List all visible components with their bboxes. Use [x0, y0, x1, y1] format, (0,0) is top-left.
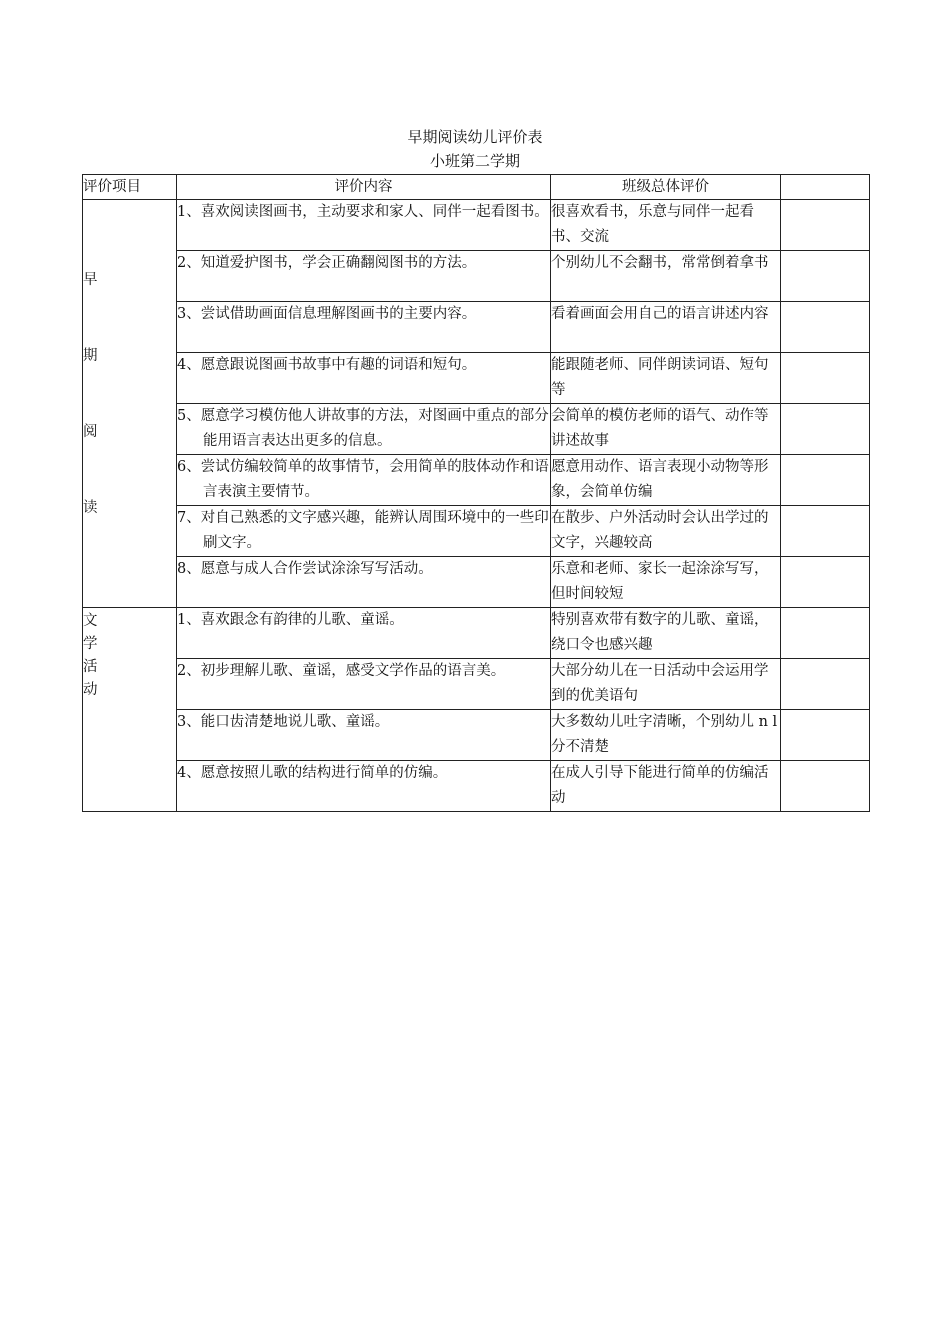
evaluation-cell: 特别喜欢带有数字的儿歌、童谣，绕口令也感兴趣 — [551, 608, 781, 659]
content-text: 1、喜欢阅读图画书，主动要求和家人、同伴一起看图书。 — [177, 204, 549, 220]
extra-cell — [781, 404, 870, 455]
extra-cell — [781, 608, 870, 659]
extra-cell — [781, 659, 870, 710]
evaluation-cell: 大多数幼儿吐字清晰，个别幼儿 n l 分不清楚 — [551, 710, 781, 761]
table-row — [83, 455, 870, 506]
evaluation-cell: 在散步、户外活动时会认出学过的文字，兴趣较高 — [551, 506, 781, 557]
content-cell — [177, 302, 551, 353]
content-cell — [177, 404, 551, 455]
content-text: 2、初步理解儿歌、童谣，感受文学作品的语言美。 — [177, 663, 506, 679]
category-literature-activity — [83, 608, 177, 812]
category-char: 动 — [83, 682, 98, 698]
category-char: 期 — [83, 348, 98, 364]
extra-cell — [781, 353, 870, 404]
table-row — [83, 251, 870, 302]
evaluation-cell: 很喜欢看书，乐意与同伴一起看书、交流 — [551, 200, 781, 251]
category-char: 文 — [83, 613, 98, 629]
extra-cell — [781, 761, 870, 812]
content-cell — [177, 659, 551, 710]
content-cell — [177, 353, 551, 404]
content-text: 3、能口齿清楚地说儿歌、童谣。 — [177, 714, 390, 730]
extra-cell — [781, 251, 870, 302]
evaluation-table — [82, 174, 870, 812]
category-char: 阅 — [83, 424, 98, 440]
category-char: 读 — [83, 500, 98, 516]
content-text: 7、对自己熟悉的文字感兴趣，能辨认周围环境中的一些印刷文字。 — [177, 510, 549, 551]
content-text: 4、愿意按照儿歌的结构进行简单的仿编。 — [177, 765, 448, 781]
table-row — [83, 557, 870, 608]
category-char: 早 — [83, 272, 98, 288]
content-text: 2、知道爱护图书，学会正确翻阅图书的方法。 — [177, 255, 477, 271]
content-text: 8、愿意与成人合作尝试涂涂写写活动。 — [177, 561, 433, 577]
evaluation-cell: 愿意用动作、语言表现小动物等形象，会简单仿编 — [551, 455, 781, 506]
table-row — [83, 404, 870, 455]
extra-cell — [781, 557, 870, 608]
evaluation-cell: 乐意和老师、家长一起涂涂写写，但时间较短 — [551, 557, 781, 608]
table-header-row — [83, 175, 870, 200]
evaluation-cell: 会简单的模仿老师的语气、动作等讲述故事 — [551, 404, 781, 455]
content-text: 3、尝试借助画面信息理解图画书的主要内容。 — [177, 306, 477, 322]
content-text: 6、尝试仿编较简单的故事情节，会用简单的肢体动作和语言表演主要情节。 — [177, 459, 549, 500]
table-row — [83, 353, 870, 404]
content-cell — [177, 251, 551, 302]
evaluation-cell: 在成人引导下能进行简单的仿编活动 — [551, 761, 781, 812]
content-cell — [177, 455, 551, 506]
content-cell — [177, 506, 551, 557]
content-text: 4、愿意跟说图画书故事中有趣的词语和短句。 — [177, 357, 477, 373]
page-subtitle: 小班第二学期 — [429, 152, 520, 170]
content-text: 5、愿意学习模仿他人讲故事的方法，对图画中重点的部分能用语言表达出更多的信息。 — [177, 408, 549, 449]
table-row — [83, 506, 870, 557]
content-cell — [177, 608, 551, 659]
evaluation-cell: 看着画面会用自己的语言讲述内容 — [551, 302, 781, 353]
extra-cell — [781, 200, 870, 251]
extra-cell — [781, 710, 870, 761]
header-extra — [781, 175, 870, 200]
category-char: 学 — [83, 636, 98, 652]
table-row — [83, 710, 870, 761]
evaluation-cell: 个别幼儿不会翻书，常常倒着拿书 — [551, 251, 781, 302]
table-row — [83, 302, 870, 353]
category-early-reading — [83, 200, 177, 608]
content-cell — [177, 761, 551, 812]
table-row — [83, 761, 870, 812]
page-title: 早期阅读幼儿评价表 — [407, 128, 543, 146]
table-row — [83, 200, 870, 251]
content-cell — [177, 200, 551, 251]
header-evaluation: 班级总体评价 — [551, 175, 781, 200]
table-row — [83, 659, 870, 710]
header-content: 评价内容 — [177, 175, 551, 200]
extra-cell — [781, 455, 870, 506]
header-category: 评价项目 — [83, 175, 177, 200]
extra-cell — [781, 302, 870, 353]
evaluation-cell: 大部分幼儿在一日活动中会运用学到的优美语句 — [551, 659, 781, 710]
content-cell — [177, 710, 551, 761]
content-text: 1、喜欢跟念有韵律的儿歌、童谣。 — [177, 612, 404, 628]
extra-cell — [781, 506, 870, 557]
content-cell — [177, 557, 551, 608]
evaluation-cell: 能跟随老师、同伴朗读词语、短句等 — [551, 353, 781, 404]
category-char: 活 — [83, 659, 98, 675]
table-row — [83, 608, 870, 659]
